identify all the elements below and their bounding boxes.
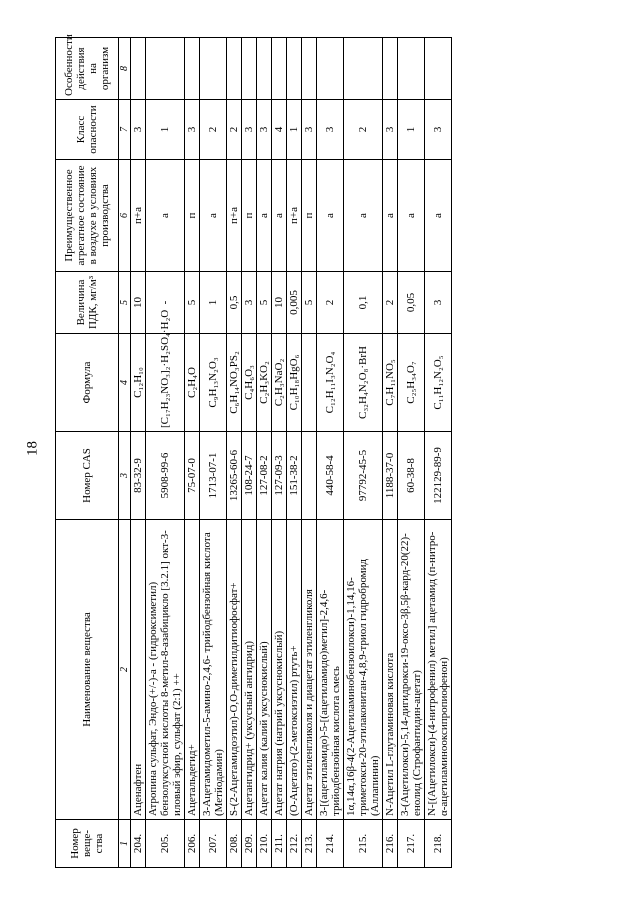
cell-class: 3	[131, 100, 146, 160]
cell-num: 205.	[146, 820, 185, 868]
cell-state: а	[257, 160, 272, 272]
table-row	[272, 38, 287, 868]
table-row	[344, 38, 383, 868]
column-index-row	[119, 38, 131, 868]
cell-name: Ацетат этиленгликоля и диацетат этиленгликоля	[302, 520, 317, 820]
cell-effect	[257, 38, 272, 100]
cell-state: а	[272, 160, 287, 272]
column-index: 4	[119, 334, 131, 432]
cell-name: Атропина сульфат, Эндо-(+/-)-а - (гидроксиметил) бензолуксусной кислоты 8-метил-8-азабицикло [3.2.1] окт-3-иловый эфир, сульфат (2:1) ++	[146, 520, 185, 820]
cell-effect	[398, 38, 425, 100]
cell-num: 217.	[398, 820, 425, 868]
cell-effect	[131, 38, 146, 100]
cell-name: S-(2-Ацетамидоэтил)-О,О-диметилдитиофосфат+	[227, 520, 242, 820]
cell-formula: C₁₂H₁₀	[131, 334, 146, 432]
header-row	[56, 38, 119, 868]
table-row	[383, 38, 398, 868]
cell-pdk: 2	[317, 272, 344, 334]
column-index: 5	[119, 272, 131, 334]
cell-formula: C₆H₁₄NO₃PS₂	[227, 334, 242, 432]
column-index: 3	[119, 432, 131, 520]
column-index: 2	[119, 520, 131, 820]
cell-state: п+а	[227, 160, 242, 272]
cell-num: 218.	[425, 820, 452, 868]
cell-name: N-[(Ацетилокси)-(4-нитрофенил) метил] ацетамид (п-нитро-α-ацетиламинооксипропиофенон)	[425, 520, 452, 820]
cell-name: 3-Ацетамидометил-5-амино-2,4,6- трийодбензойная кислота (Метйодамин)	[200, 520, 227, 820]
cell-effect	[287, 38, 302, 100]
cell-class: 2	[227, 100, 242, 160]
table-row	[398, 38, 425, 868]
cell-class: 2	[344, 100, 383, 160]
table-row	[302, 38, 317, 868]
cell-state: а	[200, 160, 227, 272]
cell-name: Ацетат калия (калий уксуснокислый)	[257, 520, 272, 820]
header-pdk: Величина ПДК, мг/м³	[56, 272, 119, 334]
cell-pdk: 0,1	[344, 272, 383, 334]
cell-effect	[425, 38, 452, 100]
cell-pdk: 5	[302, 272, 317, 334]
table-row	[242, 38, 257, 868]
cell-formula: C₁₂H₁₁I₃N₂O₄	[317, 334, 344, 432]
cell-formula: C₄H₆O₃	[242, 334, 257, 432]
header-state: Преимущественное агрегатное состояние в воздухе в условиях производства	[56, 160, 119, 272]
column-index: 6	[119, 160, 131, 272]
cell-cas: 108-24-7	[242, 432, 257, 520]
cell-formula: C₇H₁₁NO₅	[383, 334, 398, 432]
cell-name: N-Ацетил L-глутаминовая кислота	[383, 520, 398, 820]
cell-effect	[185, 38, 200, 100]
cell-num: 208.	[227, 820, 242, 868]
cell-num: 206.	[185, 820, 200, 868]
header-num: Номер веще-ства	[56, 820, 119, 868]
cell-class: 1	[146, 100, 185, 160]
cell-pdk: 0,005	[287, 272, 302, 334]
cell-state: а	[425, 160, 452, 272]
cell-state: а	[317, 160, 344, 272]
table-row	[131, 38, 146, 868]
table-row	[287, 38, 302, 868]
cell-cas: 13265-60-6	[227, 432, 242, 520]
cell-class: 4	[272, 100, 287, 160]
table-row	[425, 38, 452, 868]
cell-cas: 60-38-8	[398, 432, 425, 520]
cell-effect	[146, 38, 185, 100]
cell-pdk: 3	[242, 272, 257, 334]
header-class: Класс опасности	[56, 100, 119, 160]
cell-pdk: 10	[131, 272, 146, 334]
table-row	[257, 38, 272, 868]
cell-effect	[272, 38, 287, 100]
cell-name: Ацетальдегид+	[185, 520, 200, 820]
cell-state: а	[146, 160, 185, 272]
rotated-table-container	[55, 34, 615, 868]
cell-cas: 75-07-0	[185, 432, 200, 520]
cell-cas: 127-09-3	[272, 432, 287, 520]
cell-pdk: 5	[257, 272, 272, 334]
cell-name: Ацетангидрид+ (уксусный ангидрид)	[242, 520, 257, 820]
table-row	[317, 38, 344, 868]
table-row	[227, 38, 242, 868]
column-index: 8	[119, 38, 131, 100]
table-row	[185, 38, 200, 868]
cell-state: а	[344, 160, 383, 272]
header-formula: Формула	[56, 334, 119, 432]
header-effect: Особенности действия на организм	[56, 38, 119, 100]
substance-table	[55, 34, 452, 868]
cell-state: а	[398, 160, 425, 272]
cell-name: 3-[(ацетиламидо)-5-[(ацетиламидо)метил]-2,4,6-трийодбензойная кислота смесь	[317, 520, 344, 820]
cell-class: 1	[398, 100, 425, 160]
cell-name: (О-Ацетато)-(2-метоксиэтил) ртуть+	[287, 520, 302, 820]
cell-class: 1	[287, 100, 302, 160]
cell-cas: 1713-07-1	[200, 432, 227, 520]
cell-effect	[200, 38, 227, 100]
cell-cas: 122129-89-9	[425, 432, 452, 520]
cell-cas: 5908-99-6	[146, 432, 185, 520]
cell-formula	[302, 334, 317, 432]
cell-class: 3	[317, 100, 344, 160]
cell-pdk: 2	[383, 272, 398, 334]
cell-cas: 127-08-2	[257, 432, 272, 520]
cell-cas: 97792-45-5	[344, 432, 383, 520]
cell-pdk: 0,5	[227, 272, 242, 334]
cell-state: а	[383, 160, 398, 272]
cell-class: 3	[257, 100, 272, 160]
cell-class: 3	[425, 100, 452, 160]
page-number: 18	[24, 441, 41, 456]
cell-cas: 151-38-2	[287, 432, 302, 520]
cell-num: 213.	[302, 820, 317, 868]
cell-class: 3	[242, 100, 257, 160]
cell-name: 3-(Ацетилокси)-5,14-дигидрокси-19-оксо-3β,5β-кард-20(22)-енолид (Строфантидин-ацетат)	[398, 520, 425, 820]
cell-pdk: 10	[272, 272, 287, 334]
cell-formula: C₂₅H₃₄O₇	[398, 334, 425, 432]
cell-num: 207.	[200, 820, 227, 868]
cell-num: 215.	[344, 820, 383, 868]
cell-formula: C₁₀H₁₈HgO₆	[287, 334, 302, 432]
cell-effect	[242, 38, 257, 100]
cell-class: 3	[302, 100, 317, 160]
cell-formula: C₃₂H₄N₂O₈·BrH	[344, 334, 383, 432]
column-index: 7	[119, 100, 131, 160]
cell-num: 210.	[257, 820, 272, 868]
cell-state: п+а	[131, 160, 146, 272]
cell-name: Аценафтен	[131, 520, 146, 820]
cell-class: 2	[200, 100, 227, 160]
cell-cas: 1188-37-0	[383, 432, 398, 520]
cell-name: Ацетат натрия (натрий уксуснокислый)	[272, 520, 287, 820]
cell-num: 204.	[131, 820, 146, 868]
table-row	[200, 38, 227, 868]
cell-effect	[383, 38, 398, 100]
cell-state: п+а	[287, 160, 302, 272]
cell-name: 1α,14α,16β-4(2-Ацетиламинобензоилокси)-1,14,16-триметокси-20-этилаконитан-4,8,9-триол гидробромид (Аллапинин)	[344, 520, 383, 820]
cell-cas	[302, 432, 317, 520]
cell-num: 216.	[383, 820, 398, 868]
cell-pdk: 5	[185, 272, 200, 334]
cell-state: п	[185, 160, 200, 272]
cell-formula: C₂H₃KO₂	[257, 334, 272, 432]
cell-pdk: -	[146, 272, 185, 334]
cell-effect	[227, 38, 242, 100]
cell-cas: 440-58-4	[317, 432, 344, 520]
cell-num: 209.	[242, 820, 257, 868]
cell-class: 3	[185, 100, 200, 160]
cell-pdk: 3	[425, 272, 452, 334]
cell-formula: C₂H₄O	[185, 334, 200, 432]
cell-formula: C₁₁H₁₂N₂O₅	[425, 334, 452, 432]
cell-state: п	[242, 160, 257, 272]
cell-effect	[344, 38, 383, 100]
header-name: Наименование вещества	[56, 520, 119, 820]
cell-cas: 83-32-9	[131, 432, 146, 520]
cell-formula: C₂H₃NaO₂	[272, 334, 287, 432]
cell-num: 214.	[317, 820, 344, 868]
table-row	[146, 38, 185, 868]
cell-class: 3	[383, 100, 398, 160]
cell-effect	[317, 38, 344, 100]
cell-pdk: 0,05	[398, 272, 425, 334]
column-index: 1	[119, 820, 131, 868]
cell-effect	[302, 38, 317, 100]
cell-num: 211.	[272, 820, 287, 868]
cell-state: п	[302, 160, 317, 272]
cell-formula: C₉H₁₃N₂O₃	[200, 334, 227, 432]
header-cas: Номер CAS	[56, 432, 119, 520]
cell-num: 212.	[287, 820, 302, 868]
cell-pdk: 1	[200, 272, 227, 334]
table-body	[131, 38, 452, 868]
cell-formula: [C₁₇H₂₃NO₃]₂·H₂SO₄·H₂O	[146, 334, 185, 432]
